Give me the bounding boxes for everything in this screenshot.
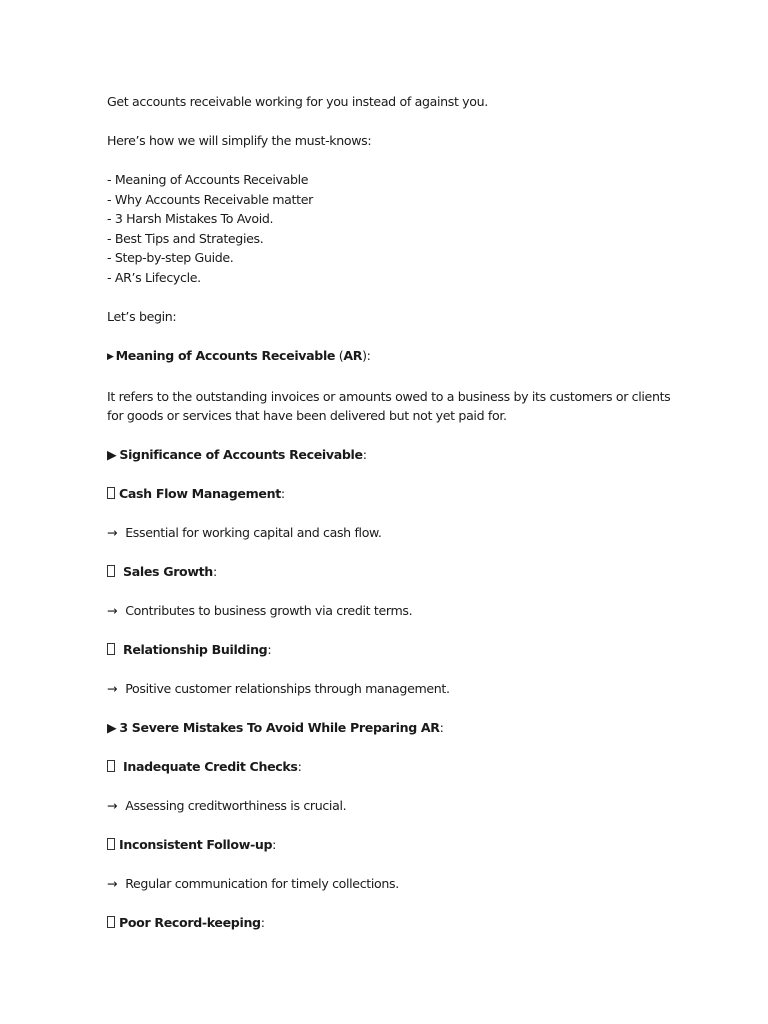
arrow-right-icon: → (107, 525, 118, 540)
list-item: - AR’s Lifecycle. (107, 269, 201, 285)
section-subheading (107, 835, 707, 855)
topic-list (107, 170, 707, 287)
list-item: - Meaning of Accounts Receivable (107, 172, 309, 187)
box-bullet-icon (107, 565, 115, 577)
arrow-point-text: Assessing creditworthiness is crucial. (125, 798, 347, 813)
significance-heading-colon: : (362, 447, 367, 462)
box-bullet-icon (107, 916, 115, 928)
section-subheading (107, 913, 707, 933)
significance-heading (107, 445, 707, 465)
significance-heading-title: Significance of Accounts Receivable (119, 447, 363, 462)
meaning-heading-abbrev: AR (343, 347, 363, 363)
arrow-point-text: Positive customer relationships through management. (125, 681, 450, 696)
section-subheading (107, 562, 707, 582)
simplify-text: Here’s how we will simplify the must-knows: (107, 133, 372, 148)
box-bullet-icon (107, 487, 115, 499)
subheading-colon: : (260, 915, 265, 930)
subheading-colon: : (272, 837, 277, 852)
subheading-colon: : (297, 759, 302, 774)
meaning-body-line: It refers to the outstanding invoices or amounts owed to a business by its customers or clients (107, 388, 671, 404)
arrow-right-icon: → (107, 603, 118, 618)
arrow-point-text: Essential for working capital and cash flow. (125, 525, 382, 540)
arrow-point (107, 874, 707, 894)
arrow-point (107, 796, 707, 816)
subheading-colon: : (267, 642, 272, 657)
subheading-title: Sales Growth (123, 564, 213, 579)
section-subheading (107, 640, 707, 660)
arrow-right-icon: → (107, 876, 118, 891)
arrow-point-text: Contributes to business growth via credit terms. (125, 603, 413, 618)
subheading-colon: : (212, 564, 217, 579)
box-bullet-icon (107, 760, 115, 772)
subheading-title: Inadequate Credit Checks (123, 759, 298, 774)
list-item: - Best Tips and Strategies. (107, 230, 264, 246)
triangle-bullet-icon: ▶ (107, 351, 114, 362)
subheading-title: Relationship Building (123, 642, 268, 657)
arrow-point-text: Regular communication for timely collections. (125, 876, 399, 891)
arrow-point (107, 523, 707, 543)
begin-text: Let’s begin: (107, 308, 177, 324)
arrow-right-icon: → (107, 681, 118, 696)
section-subheading (107, 484, 707, 504)
subheading-title: Cash Flow Management (119, 486, 281, 501)
meaning-heading-paren-open: ( (335, 347, 344, 363)
meaning-body-line: for goods or services that have been delivered but not yet paid for. (107, 408, 507, 423)
document-body (107, 92, 707, 933)
triangle-bullet-icon: ▶ (107, 720, 117, 735)
meaning-heading-title: Meaning of Accounts Receivable (115, 347, 336, 363)
section-subheading (107, 757, 707, 777)
list-item: - Why Accounts Receivable matter (107, 191, 313, 207)
meaning-heading-paren-close: ): (362, 347, 371, 363)
subheading-title: Inconsistent Follow-up (119, 837, 273, 852)
arrow-point (107, 601, 707, 621)
subheading-title: Poor Record-keeping (119, 915, 261, 930)
intro-text: Get accounts receivable working for you instead of against you. (107, 94, 488, 109)
meaning-heading (107, 346, 707, 368)
subheading-colon: : (280, 486, 285, 501)
arrow-point (107, 679, 707, 699)
mistakes-heading-title: 3 Severe Mistakes To Avoid While Preparing AR (119, 720, 440, 735)
list-item: - Step-by-step Guide. (107, 250, 234, 265)
list-item: - 3 Harsh Mistakes To Avoid. (107, 211, 274, 226)
box-bullet-icon (107, 838, 115, 850)
mistakes-heading (107, 718, 707, 738)
arrow-right-icon: → (107, 798, 118, 813)
box-bullet-icon (107, 643, 115, 655)
triangle-bullet-icon: ▶ (107, 447, 117, 462)
mistakes-heading-colon: : (439, 720, 444, 735)
